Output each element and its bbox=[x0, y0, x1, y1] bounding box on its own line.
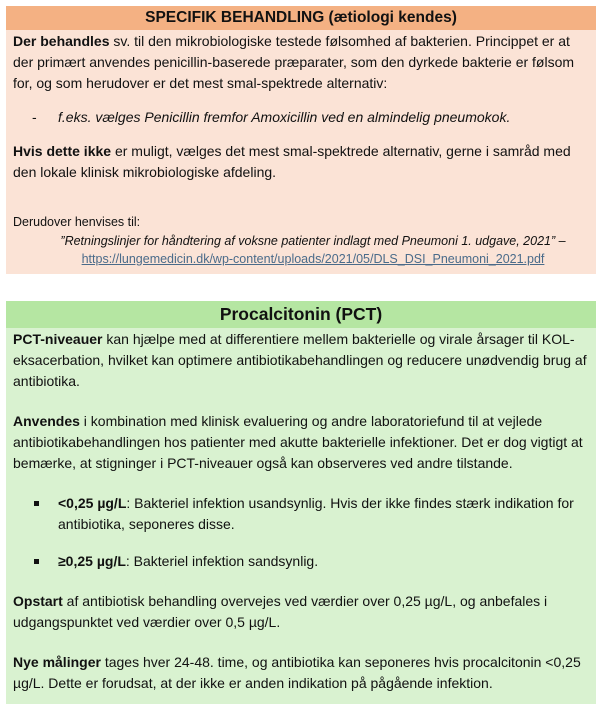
new-measurements-text: tages hver 24-48. time, og antibiotika kan seponeres hvis procalcitonin <0,25 µg/L. Dette er forudsat, at der ikke er anden indikation på pågående infektion. bbox=[13, 654, 581, 691]
pct-levels-paragraph bbox=[13, 329, 589, 392]
example-dash-item bbox=[32, 107, 589, 128]
reference-intro: Derudover henvises til: bbox=[13, 215, 141, 229]
specific-treatment-box bbox=[6, 6, 596, 274]
square-bullet-icon bbox=[34, 559, 39, 564]
specific-treatment-title: SPECIFIK BEHANDLING (ætiologi kendes) bbox=[6, 6, 596, 30]
square-bullet-icon bbox=[34, 501, 39, 506]
threshold-high-item bbox=[34, 551, 589, 572]
new-measurements-lead: Nye målinger bbox=[13, 654, 101, 670]
treatment-principle-text: sv. til den mikrobiologiske testede følsomhed af bakterien. Princippet er at der primært anvendes penicillin-baserede præparater, som den dyrkede bakterie er følsom for, og som herudover er det mest smal-spektrede alternativ: bbox=[13, 33, 575, 91]
start-treatment-text: af antibiotisk behandling overvejes ved værdier over 0,25 µg/L, og anbefales i udgangspunktet ved værdier over 0,5 µg/L. bbox=[13, 593, 548, 630]
reference-citation: ”Retningslinjer for håndtering af voksne patienter indlagt med Pneumoni 1. udgave, 2021” – bbox=[60, 234, 566, 248]
usage-text: i kombination med klinisk evaluering og andre laboratoriefund til at vejlede antibiotikabehandlingen hos patienter med akutte bakterielle infektioner. Det er dog vigtigt at bemærke, at stigninger i PCT-niveauer også kan observeres ved andre tilstande. bbox=[13, 413, 583, 471]
start-treatment-lead: Opstart bbox=[13, 593, 63, 609]
usage-paragraph bbox=[13, 411, 589, 474]
usage-lead: Anvendes bbox=[13, 413, 80, 429]
procalcitonin-box bbox=[6, 301, 596, 704]
alternative-text: er muligt, vælges det mest smal-spektrede alternativ, gerne i samråd med den lokale klinisk mikrobiologiske afdeling. bbox=[13, 143, 571, 180]
dash-marker: - bbox=[32, 109, 37, 125]
treatment-principle-lead: Der behandles bbox=[13, 33, 110, 49]
pct-levels-text: kan hjælpe med at differentiere mellem bakterielle og virale årsager til KOL-eksacerbation, hvilket kan optimere antibiotikabehandlingen og reducere unødvendig brug af antibiotika. bbox=[13, 331, 587, 389]
reference-citation-block bbox=[13, 232, 589, 268]
alternative-lead: Hvis dette ikke bbox=[13, 143, 112, 159]
example-text: f.eks. vælges Penicillin fremfor Amoxicillin ved en almindelig pneumokok. bbox=[58, 109, 511, 125]
treatment-principle-paragraph bbox=[13, 31, 589, 94]
new-measurements-paragraph bbox=[13, 652, 589, 694]
start-treatment-paragraph bbox=[13, 591, 589, 633]
threshold-high-value: ≥0,25 µg/L bbox=[58, 553, 126, 569]
threshold-low-text: : Bakteriel infektion usandsynlig. Hvis der ikke findes stærk indikation for antibiotika, seponeres disse. bbox=[58, 495, 574, 532]
threshold-low-value: <0,25 µg/L bbox=[58, 495, 127, 511]
reference-link[interactable]: https://lungemedicin.dk/wp-content/uploads/2021/05/DLS_DSI_Pneumoni_2021.pdf bbox=[81, 252, 545, 266]
threshold-high-text: : Bakteriel infektion sandsynlig. bbox=[125, 553, 319, 569]
alternative-paragraph bbox=[13, 141, 589, 183]
procalcitonin-title: Procalcitonin (PCT) bbox=[6, 301, 596, 328]
threshold-low-item bbox=[34, 493, 589, 535]
pct-levels-lead: PCT-niveauer bbox=[13, 331, 103, 347]
